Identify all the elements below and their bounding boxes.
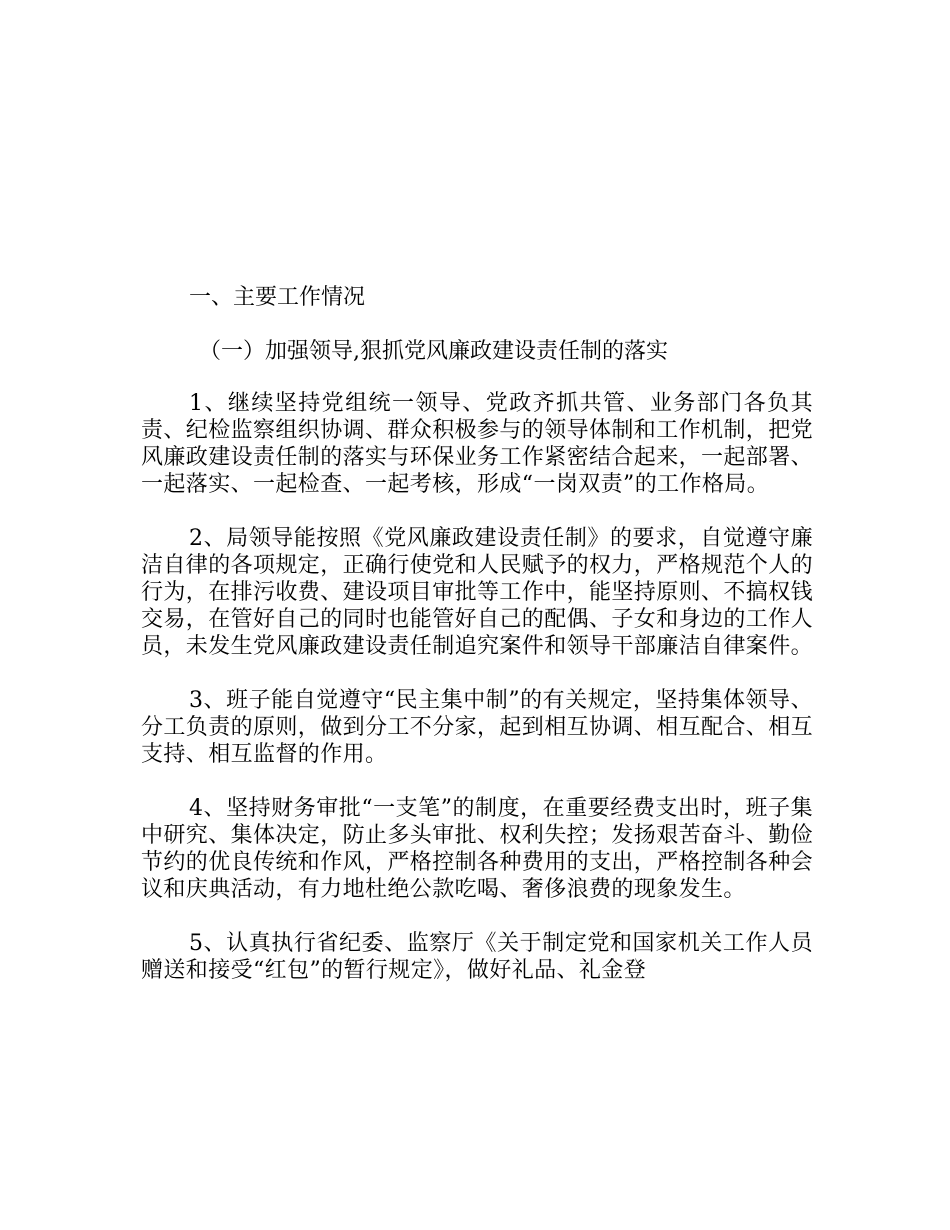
paragraph-2: 2、局领导能按照《党风廉政建设责任制》的要求，自觉遵守廉洁自律的各项规定，正确行使党和人民赋予的权力，严格规范个人的行为，在排污收费、建设项目审批等工作中，能坚持原则、不搞权钱交易，在管好自己的同时也能管好自己的配偶、子女和身边的工作人员，未发生党风廉政建设责任制追究案件和领导干部廉洁自律案件。 — [141, 526, 814, 659]
subsection-heading: （一）加强领导,狠抓党风廉政建设责任制的落实 — [199, 339, 668, 364]
paragraph-5: 5、认真执行省纪委、监察厅《关于制定党和国家机关工作人员赠送和接受“红包”的暂行规定》，做好礼品、礼金登 — [141, 931, 813, 983]
paragraph-1: 1、继续坚持党组统一领导、党政齐抓共管、业务部门各负其责、纪检监察组织协调、群众积极参与的领导体制和工作机制，把党风廉政建设责任制的落实与环保业务工作紧密结合起来，一起部署、一起落实、一起检查、一起考核，形成“一岗双责”的工作格局。 — [141, 391, 814, 497]
section-heading: 一、主要工作情况 — [189, 285, 366, 310]
paragraph-3: 3、班子能自觉遵守“民主集中制”的有关规定，坚持集体领导、分工负责的原则，做到分工不分家，起到相互协调、相互配合、相互支持、相互监督的作用。 — [141, 688, 814, 767]
document-body — [141, 282, 813, 1011]
paragraph-4: 4、坚持财务审批“一支笔”的制度，在重要经费支出时，班子集中研究、集体决定，防止多头审批、权利失控；发扬艰苦奋斗、勤俭节约的优良传统和作风，严格控制各种费用的支出，严格控制各种会议和庆典活动，有力地杜绝公款吃喝、奢侈浪费的现象发生。 — [141, 796, 814, 902]
